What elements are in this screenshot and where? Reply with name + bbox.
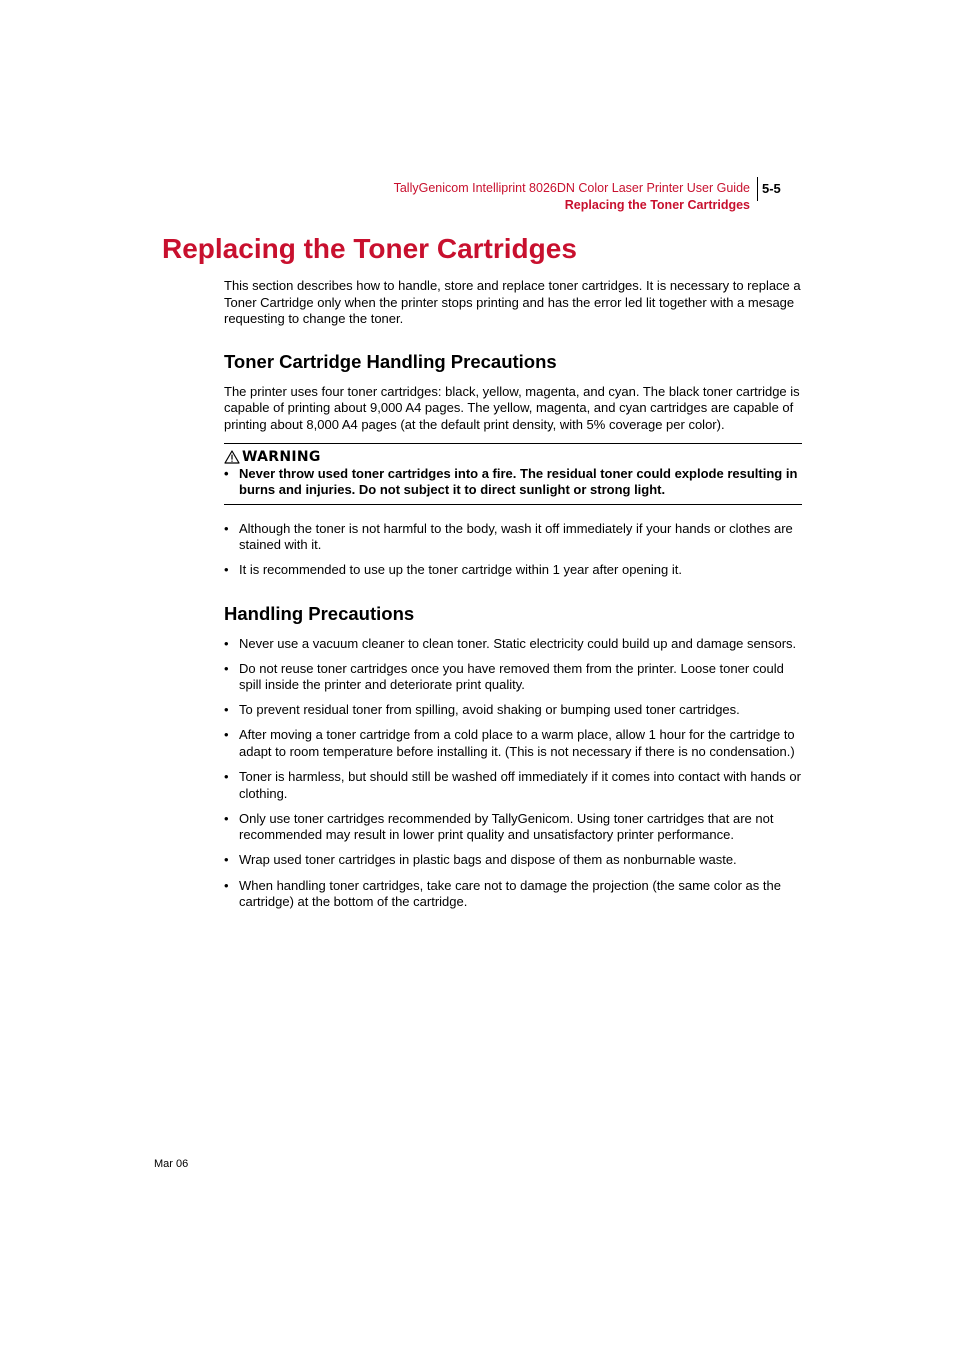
main-content <box>224 278 802 919</box>
running-section-title: Replacing the Toner Cartridges <box>564 198 750 212</box>
warning-text: Never throw used toner cartridges into a fire. The residual toner could explode resulting in burns and injuries. Do not subject it to direct sunlight or strong light. <box>239 465 798 498</box>
list-item-text: Never use a vacuum cleaner to clean toner. Static electricity could build up and damage sensors. <box>239 635 797 651</box>
bullet-mark: • <box>224 465 229 481</box>
guide-title: TallyGenicom Intelliprint 8026DN Color Laser Printer User Guide <box>393 181 750 195</box>
bullet-mark: • <box>224 562 229 578</box>
list-item-text: It is recommended to use up the toner cartridge within 1 year after opening it. <box>239 562 682 578</box>
bullet-mark: • <box>224 727 229 743</box>
intro-paragraph: This section describes how to handle, store and replace toner cartridges. It is necessary to replace a Toner Cartridge only when the printer stops printing and has the error led lit together with a mesage requesting to change the toner. <box>224 278 801 327</box>
page-number: 5-5 <box>762 181 781 196</box>
section-heading-handling-precautions: Handling Precautions <box>224 602 415 624</box>
list-item <box>224 521 802 554</box>
running-header <box>394 180 750 214</box>
bullet-mark: • <box>224 852 229 868</box>
warning-header <box>224 449 802 466</box>
list-item-text: Wrap used toner cartridges in plastic bags and dispose of them as nonburnable waste. <box>239 852 737 868</box>
bullet-mark: • <box>224 769 229 785</box>
bullet-mark: • <box>224 810 229 826</box>
section-spacer <box>224 588 802 602</box>
warning-label: WARNING <box>242 448 321 465</box>
toner-capacity-paragraph: The printer uses four toner cartridges: black, yellow, magenta, and cyan. The black toner cartridge is capable of printing about 9,000 A4 pages. The yellow, magenta, and cyan cartridges are capable of printing about 8,000 A4 pages (at the default print density, with 5% coverage per color). <box>224 383 800 432</box>
list-item-text: To prevent residual toner from spilling, avoid shaking or bumping used toner cartridges. <box>239 702 740 718</box>
list-item <box>224 811 802 844</box>
list-item <box>224 852 802 869</box>
list-item-text: Toner is harmless, but should still be washed off immediately if it comes into contact with hands or clothing. <box>239 769 801 801</box>
list-item-text: After moving a toner cartridge from a cold place to a warm place, allow 1 hour for the cartridge to adapt to room temperature before installing it. (This is not necessary if there is no condensation.) <box>239 727 795 759</box>
list-item-text: Although the toner is not harmful to the body, wash it off immediately if your hands or clothes are stained with it. <box>239 520 793 553</box>
section-heading-toner-precautions: Toner Cartridge Handling Precautions <box>224 350 557 372</box>
bullet-mark: • <box>224 635 229 651</box>
handling-bullet-list <box>224 636 802 911</box>
list-item-text: Do not reuse toner cartridges once you have removed them from the printer. Loose toner could spill inside the printer and deteriorate print quality. <box>239 660 784 693</box>
list-item-text: When handling toner cartridges, take care not to damage the projection (the same color as the cartridge) at the bottom of the cartridge. <box>239 877 781 910</box>
warning-triangle-icon <box>224 450 240 464</box>
list-item <box>224 769 802 802</box>
warning-box <box>224 443 802 505</box>
list-item <box>224 562 802 579</box>
list-item <box>224 878 802 911</box>
bullet-mark: • <box>224 660 229 676</box>
list-item <box>224 702 802 719</box>
list-item <box>224 727 802 760</box>
footer-date: Mar 06 <box>154 1158 189 1170</box>
toner-bullet-list <box>224 521 802 579</box>
list-item <box>224 661 802 694</box>
header-divider <box>757 177 758 201</box>
page-title: Replacing the Toner Cartridges <box>162 233 577 264</box>
warning-item <box>224 466 802 499</box>
list-item-text: Only use toner cartridges recommended by TallyGenicom. Using toner cartridges that are not recommended may result in lower print quality and unsatisfactory printer performance. <box>239 810 774 843</box>
bullet-mark: • <box>224 520 229 536</box>
list-item <box>224 636 802 653</box>
bullet-mark: • <box>224 877 229 893</box>
bullet-mark: • <box>224 702 229 718</box>
